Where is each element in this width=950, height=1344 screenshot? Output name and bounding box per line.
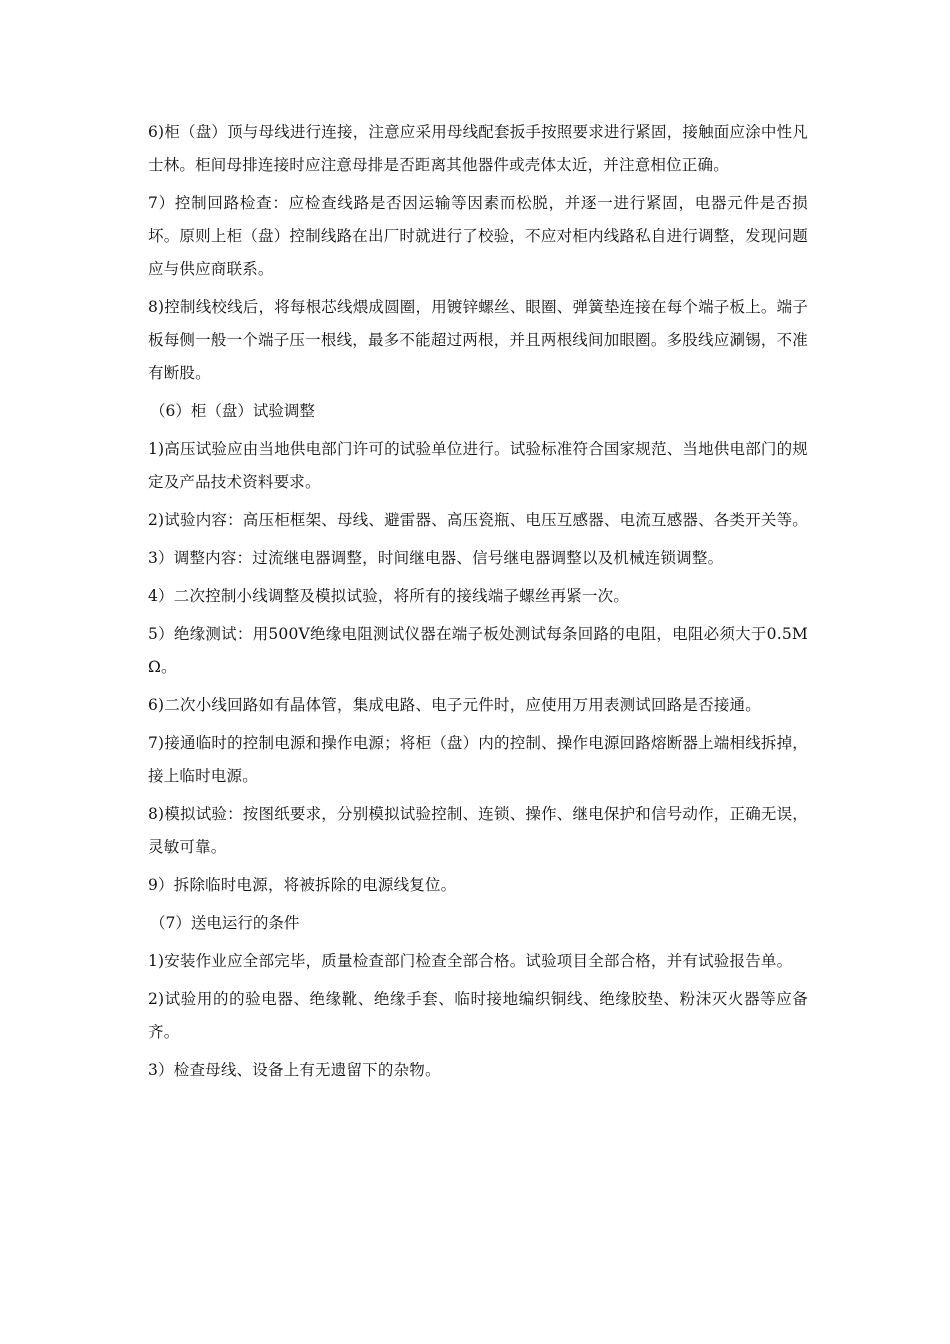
paragraph: 4）二次控制小线调整及模拟试验，将所有的接线端子螺丝再紧一次。 bbox=[148, 587, 630, 605]
paragraph: 1)安装作业应全部完毕，质量检查部门检查全部合格。试验项目全部合格，并有试验报告单。 bbox=[148, 952, 793, 970]
document-body bbox=[148, 116, 808, 1092]
paragraph: 3）调整内容：过流继电器调整，时间继电器、信号继电器调整以及机械连锁调整。 bbox=[148, 549, 724, 567]
paragraph: 6)柜（盘）顶与母线进行连接，注意应采用母线配套扳手按照要求进行紧固，接触面应涂中性凡士林。柜间母排连接时应注意母排是否距离其他器件或壳体太近，并注意相位正确。 bbox=[148, 123, 809, 174]
paragraph: 3）检查母线、设备上有无遗留下的杂物。 bbox=[148, 1061, 441, 1079]
section-heading: （6）柜（盘）试验调整 bbox=[150, 402, 315, 420]
paragraph: 2)试验用的的验电器、绝缘靴、绝缘手套、临时接地编织铜线、绝缘胶垫、粉沫灭火器等应备齐。 bbox=[148, 990, 808, 1041]
paragraph: 1)高压试验应由当地供电部门许可的试验单位进行。试验标准符合国家规范、当地供电部门的规定及产品技术资料要求。 bbox=[148, 440, 809, 491]
paragraph: 7)接通临时的控制电源和操作电源；将柜（盘）内的控制、操作电源回路熔断器上端相线拆掉，接上临时电源。 bbox=[148, 734, 809, 785]
paragraph: 2)试验内容：高压柜框架、母线、避雷器、高压瓷瓶、电压互感器、电流互感器、各类开关等。 bbox=[148, 511, 809, 529]
paragraph: 8)模拟试验：按图纸要求，分别模拟试验控制、连锁、操作、继电保护和信号动作，正确无误，灵敏可靠。 bbox=[148, 805, 809, 856]
paragraph: 6)二次小线回路如有晶体管，集成电路、电子元件时，应使用万用表测试回路是否接通。 bbox=[148, 696, 761, 714]
section-heading: （7）送电运行的条件 bbox=[150, 914, 300, 932]
paragraph: 7）控制回路检查：应检查线路是否因运输等因素而松脱，并逐一进行紧固，电器元件是否损坏。原则上柜（盘）控制线路在出厂时就进行了校验，不应对柜内线路私自进行调整，发现问题应与供应商联系。 bbox=[148, 194, 808, 278]
paragraph: 9）拆除临时电源，将被拆除的电源线复位。 bbox=[148, 876, 457, 894]
paragraph: 8)控制线校线后，将每根芯线煨成圆圈，用镀锌螺丝、眼圈、弹簧垫连接在每个端子板上。端子板每侧一般一个端子压一根线，最多不能超过两根，并且两根线间加眼圈。多股线应涮锡，不准有断股。 bbox=[148, 298, 809, 382]
paragraph: 5）绝缘测试：用500V绝缘电阻测试仪器在端子板处测试每条回路的电阻，电阻必须大于0.5MΩ。 bbox=[148, 625, 808, 676]
